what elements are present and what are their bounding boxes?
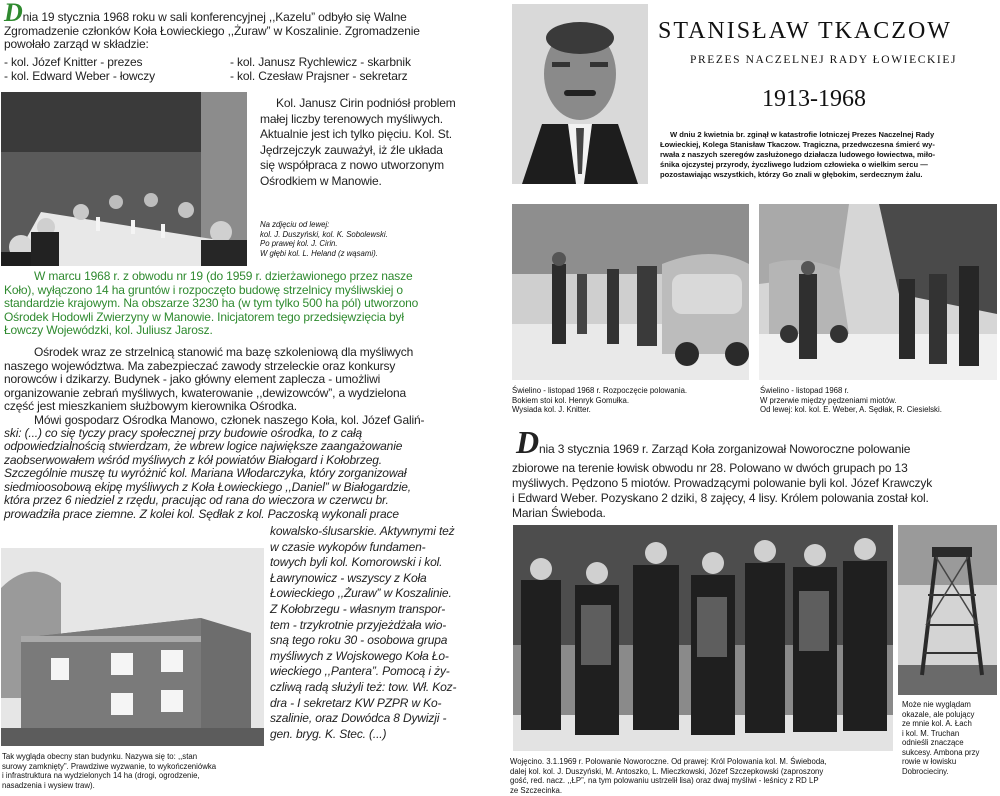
obituary-line: Łowieckiej, Kolega Stanisław Tkaczow. Tragiczna, przedwczesna śmierć wy- xyxy=(660,140,935,149)
quote-line: która przez 6 niedziel z rzędu, pracując od rana do wieczora w czerwcu br. xyxy=(4,493,389,507)
caption-line: dalej kol. kol. J. Duszyński, M. Antoszko, L. Mieczkowski, Józef Szczepkowski (zaproszony xyxy=(510,766,824,776)
quote-narrow-line: kowalsko-ślusarskie. Aktywnymi też xyxy=(270,524,455,538)
caption-line: surowy zamknięty”. Prawdziwe wyzwanie, to wykończeniówka xyxy=(2,761,217,771)
newyear-group-caption xyxy=(510,757,900,795)
caption-line: kol. J. Duszyński, kol. K. Sobolewski. xyxy=(260,229,388,239)
caption-line: Wysiada kol. J. Knitter. xyxy=(512,405,591,414)
green-line: W marcu 1968 r. z obwodu nr 19 (do 1959 r. dzierżawionego przez nasze xyxy=(34,269,413,283)
caption-line: Świelino - listopad 1968 r. xyxy=(760,386,849,395)
green-line: Łowczy Wojewódzki, kol. Juliusz Jarosz. xyxy=(4,323,213,337)
newyear-line: myśliwych. Pędzono 5 miotów. Prowadzącymi polowanie byli kol. Józef Krawczyk xyxy=(512,476,933,490)
quote-narrow-line: Ławrynowicz - wszyscy z Koła xyxy=(270,570,427,585)
caption-line: ze mnie kol. A. Łach xyxy=(902,719,972,728)
caption-line: sukcesy. Ambona przy xyxy=(902,747,980,757)
quote-line: siedmioosobową ekipę myśliwych z Koła Łowieckiego ,,Daniel” w Białogardzie, xyxy=(4,479,411,494)
caption-line: ze Szczecinka. xyxy=(510,785,563,795)
newyear-drop-cap: D xyxy=(516,424,539,460)
board-roster xyxy=(4,56,504,86)
roster-president: - kol. Józef Knitter - prezes xyxy=(4,55,143,69)
caption-line: Bokiem stoi kol. Henryk Gomułka. xyxy=(512,395,629,405)
obituary-line: W dniu 2 kwietnia br. zginął w katastrofie lotniczej Prezes Naczelnej Rady xyxy=(670,130,935,139)
quote-narrow-line: dra - I sekretarz KW PZPR w Ko- xyxy=(270,695,442,710)
roster-secretary: - kol. Czesław Prajsner - sekretarz xyxy=(230,69,408,83)
quote-narrow-line: gen. bryg. K. Stec. (...) xyxy=(270,726,387,741)
roster-huntsman: - kol. Edward Weber - łowczy xyxy=(4,69,155,83)
hunting-tower-caption xyxy=(902,700,1000,776)
green-line: Ośrodek Hodowli Zwierzyny w Manowie. Inicjatorem tego przedsięwzięcia był xyxy=(4,309,404,324)
hunt-break-photo xyxy=(759,204,997,380)
obituary-text xyxy=(660,130,994,180)
caption-line: W głębi kol. L. Heland (z wąsami). xyxy=(260,248,378,258)
tkaczow-portrait xyxy=(512,4,648,184)
cirin-line: Jędrzejczyk zauważył, iż źle układa xyxy=(260,142,443,157)
caption-line: Od lewej: kol. kol. E. Weber, A. Sędłak, R. Ciesielski. xyxy=(760,405,942,414)
body-line: Ośrodek wraz ze strzelnicą stanowić ma bazę szkoleniową dla myśliwych xyxy=(34,345,414,359)
quote-narrow-line: w czasie wykopów fundamen- xyxy=(270,539,426,554)
caption-line: odnieśli znaczące xyxy=(902,738,964,747)
hunt-break-caption xyxy=(760,386,1000,415)
caption-line: Wojęcino. 3.1.1969 r. Polowanie Noworoczne. Od prawej: Król Polowania kol. M. Świeboda, xyxy=(510,757,827,766)
hunting-tower-photo xyxy=(898,525,997,695)
caption-line: Na zdjęciu od lewej: xyxy=(260,220,330,229)
cirin-line: Kol. Janusz Cirin podniósł problem xyxy=(276,96,456,110)
obituary-line: pozostawiając wszystkich, którzy Go znali w głębokim, serdecznym żalu. xyxy=(660,170,923,179)
quote-line: odpowiedzialnością stwierdzam, że wbrew logice największe zaangażowanie xyxy=(4,439,403,453)
hunt-start-caption xyxy=(512,386,752,415)
body-line: norowców i dzikarzy. Budynek - jako główny element zaplecza - umożliwi xyxy=(4,372,381,386)
caption-line: Po prawej kol. J. Cirin. xyxy=(260,239,338,248)
obituary-line: rwała z naszych szeregów zasłużonego działacza ludowego łowiectwa, miło- xyxy=(660,150,936,159)
intro-paragraph xyxy=(4,0,504,52)
cirin-line: małej liczby terenowych myśliwych. xyxy=(260,111,443,126)
caption-line: i infrastruktura na wydzielonych 14 ha (drogi, ogrodzenie, xyxy=(2,771,200,780)
cirin-line: Aktualnie jest ich tylko pięciu. Kol. St. xyxy=(260,127,452,141)
quote-narrow-line: szalinie, oraz Dowódca 8 Dywizji - xyxy=(270,711,447,726)
caption-line: W przerwie między pędzeniami miotów. xyxy=(760,395,897,405)
obituary-line: śnika ojczystej przyrody, życzliwego ludziom człowieka o wielkim sercu — xyxy=(660,160,928,169)
newyear-line: zbiorowe na terenie łowisk obwodu nr 28. Polowano w dwóch grupach po 13 xyxy=(512,461,908,475)
body-line: ski: (...) co się tyczy pracy społecznej przy budowie ośrodka, to z całą xyxy=(4,426,363,440)
newyear-hunt-paragraph xyxy=(512,424,998,521)
caption-line: okazale, ale polujący xyxy=(902,709,975,719)
quote-narrow-paragraph xyxy=(270,524,504,742)
body-line: naszego województwa. Ma zabezpieczać zawody strzeleckie oraz konkursy xyxy=(4,358,396,373)
quote-line: Szczególnie muszę tu wyróżnić kol. Mariana Włodarczyka, który zorganizował xyxy=(4,466,407,480)
roster-treasurer: - kol. Janusz Rychlewicz - skarbnik xyxy=(230,55,411,69)
quote-paragraph xyxy=(4,440,504,521)
quote-narrow-line: sną tego roku 30 - osobowa grupa xyxy=(270,633,448,648)
quote-narrow-line: czliwą radą służyli też: tow. Wł. Koz- xyxy=(270,679,457,694)
newyear-line: i Edward Weber. Pozyskano 2 dziki, 8 zajęcy, 4 lisy. Królem polowania został kol. xyxy=(512,491,929,505)
newyear-group-photo xyxy=(513,525,893,751)
body-line: organizowanie zebrań myśliwych, kwaterowanie ,,dewizowców”, a wydzielona xyxy=(4,385,407,400)
quote-narrow-line: myśliwych z Wojskowego Koła Ło- xyxy=(270,648,449,663)
quote-narrow-line: wieckiego ,,Pantera”. Pomocą i ży- xyxy=(270,664,450,679)
caption-line: i kol. M. Truchan xyxy=(902,728,960,738)
obituary-role: PREZES NACZELNEJ RADY ŁOWIECKIEJ xyxy=(690,54,958,66)
cirin-line: się współpraca z nowo utworzonym xyxy=(260,158,444,172)
cirin-paragraph xyxy=(260,96,500,189)
intro-line-1: nia 19 stycznia 1968 roku w sali konferencyjnej ,,Kazelu” odbyło się Walne xyxy=(22,10,407,24)
quote-narrow-line: Z Kołobrzegu - własnym transpor- xyxy=(270,601,446,616)
quote-narrow-line: tem - trzykrotnie przyjeżdżała wio- xyxy=(270,617,447,632)
meeting-photo-caption xyxy=(260,220,500,258)
green-line: Koło), wyłączono 14 ha gruntów i rozpoczęto budowę strzelnicy myśliwskiej o xyxy=(4,282,403,297)
caption-line: Dobrocieciny. xyxy=(902,766,949,776)
quote-line: prowadziła prace ziemne. Z kolei kol. Sędłak z kol. Paczoską wykonali prace xyxy=(4,506,399,521)
cirin-line: Ośrodkiem w Manowie. xyxy=(260,173,382,188)
caption-line: Świelino - listopad 1968 r. Rozpoczęcie polowania. xyxy=(512,386,688,395)
newyear-line: Marian Świeboda. xyxy=(512,506,606,520)
building-photo xyxy=(1,548,264,746)
caption-line: Tak wygląda obecny stan budynku. Nazywa się to: ,,stan xyxy=(2,752,198,761)
intro-drop-cap: D xyxy=(4,0,23,27)
caption-line: rowie w łowisku xyxy=(902,757,957,766)
quote-narrow-line: Łowieckiego ,,Żuraw” w Koszalinie. xyxy=(270,586,452,601)
manowo-green-paragraph xyxy=(4,270,504,338)
quote-narrow-line: towych byli kol. Komorowski i kol. xyxy=(270,555,443,570)
building-photo-caption xyxy=(2,752,266,790)
caption-line: gość, red. nacz. ,,ŁP”, na tym polowaniu ustrzelił lisa) oraz dwaj myśliwi - leśnicy z RD LP xyxy=(510,776,819,785)
meeting-photo xyxy=(1,92,247,266)
obituary-name: STANISŁAW TKACZOW xyxy=(658,18,952,44)
body-paragraph xyxy=(4,346,504,441)
intro-line-2: Zgromadzenie członków Koła Łowieckiego ,,Żuraw” w Koszalinie. Zgromadzenie xyxy=(4,23,420,38)
hunt-start-photo xyxy=(512,204,749,380)
quote-line: zaobserwowałem wśród myśliwych z kół powiatów Białogard i Kołobrzeg. xyxy=(4,452,382,467)
caption-line: nasadzenia i wysiew traw). xyxy=(2,780,95,790)
newyear-line-1: nia 3 stycznia 1969 r. Zarząd Koła zorganizował Noworoczne polowanie xyxy=(538,442,911,456)
caption-line: Może nie wyglądam xyxy=(902,700,971,709)
green-line: standardzie krajowym. Na obszarze 3230 ha (w tym tylko 500 ha pól) utworzono xyxy=(4,296,419,310)
obituary-years: 1913-1968 xyxy=(762,86,866,112)
intro-line-3: powołało zarząd w składzie: xyxy=(4,37,149,51)
body-line: Mówi gospodarz Ośrodka Manowo, członek naszego Koła, kol. Józef Galiń- xyxy=(34,412,425,427)
body-line: część jest mieszkaniem służbowym kierownika Ośrodka. xyxy=(4,399,297,413)
